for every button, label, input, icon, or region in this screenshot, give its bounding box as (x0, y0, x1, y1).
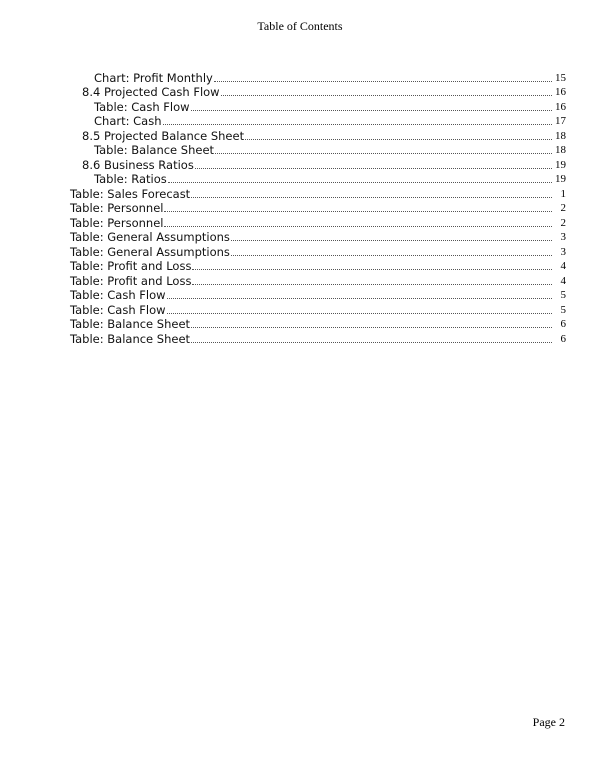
toc-entry-label: Table: Cash Flow (70, 288, 166, 302)
toc-entry[interactable] (70, 201, 566, 216)
toc-entry[interactable] (70, 244, 566, 259)
toc-entry-label: Table: Profit and Loss (70, 259, 192, 273)
toc-entry-page-number: 5 (560, 303, 566, 316)
toc-entry[interactable] (94, 114, 566, 129)
toc-entry[interactable] (70, 331, 566, 346)
toc-dot-leader (214, 81, 552, 82)
toc-entry-label: 8.6 Business Ratios (82, 157, 194, 172)
toc-dot-leader (191, 197, 552, 198)
toc-entry-label: Table: General Assumptions (70, 230, 230, 244)
toc-dot-leader (167, 298, 552, 299)
toc-entry-page-number: 3 (560, 245, 566, 258)
toc-entry-page-number: 6 (560, 318, 566, 330)
toc-entry-label: Table: Cash Flow (94, 99, 190, 114)
toc-entry[interactable] (94, 143, 566, 158)
toc-dot-leader (231, 240, 552, 241)
toc-dot-leader (195, 168, 552, 169)
toc-entry-page-number: 18 (555, 129, 566, 142)
toc-entry-page-number: 5 (560, 289, 566, 301)
toc-entry-page-number: 1 (560, 187, 566, 200)
toc-entry[interactable] (70, 230, 566, 245)
toc-entry-page-number: 19 (555, 158, 566, 171)
toc-entry[interactable] (82, 128, 566, 143)
toc-entry-page-number: 6 (560, 332, 566, 345)
toc-dot-leader (191, 327, 552, 328)
toc-entry-label: Table: Balance Sheet (70, 317, 191, 331)
toc-entry[interactable] (94, 172, 566, 187)
toc-dot-leader (163, 124, 553, 125)
toc-entry[interactable] (70, 186, 566, 201)
toc-entry-label: Table: Ratios (94, 172, 167, 186)
toc-entry-label: Table: Personnel (70, 201, 164, 215)
toc-entry-label: Table: Personnel (70, 215, 164, 230)
toc-entry-page-number: 4 (560, 274, 566, 287)
toc-entry[interactable] (94, 70, 566, 85)
toc-entry-label: Table: Balance Sheet (70, 331, 191, 346)
toc-entry[interactable] (70, 317, 566, 332)
toc-entry-label: 8.4 Projected Cash Flow (82, 85, 220, 99)
toc-entry-page-number: 17 (555, 115, 566, 127)
toc-dot-leader (245, 139, 552, 140)
toc-entry-label: Table: Profit and Loss (70, 273, 192, 288)
page-header-title: Table of Contents (257, 19, 343, 33)
toc-entry-page-number: 3 (560, 231, 566, 243)
toc-entry-page-number: 2 (560, 216, 566, 229)
toc-dot-leader (191, 110, 552, 111)
toc-entry-label: Table: Cash Flow (70, 302, 166, 317)
toc-dot-leader (215, 153, 552, 154)
toc-dot-leader (164, 211, 552, 212)
toc-entry-page-number: 2 (560, 202, 566, 214)
toc-entry-page-number: 18 (555, 144, 566, 156)
toc-entry[interactable] (70, 215, 566, 230)
toc-entry-label: Table: General Assumptions (70, 244, 230, 259)
toc-entry-label: Table: Balance Sheet (94, 143, 215, 157)
toc-dot-leader (221, 95, 552, 96)
toc-entry-page-number: 19 (555, 173, 566, 185)
toc-entry-page-number: 4 (560, 260, 566, 272)
toc-entry[interactable] (70, 259, 566, 274)
toc-dot-leader (191, 342, 552, 343)
toc-entry-label: Chart: Profit Monthly (94, 70, 213, 85)
toc-dot-leader (167, 313, 552, 314)
toc-entry[interactable] (70, 302, 566, 317)
toc-dot-leader (164, 226, 552, 227)
toc-dot-leader (168, 182, 552, 183)
toc-entry[interactable] (82, 157, 566, 172)
toc-dot-leader (192, 284, 552, 285)
toc-entry[interactable] (94, 99, 566, 114)
toc-entry-label: Table: Sales Forecast (70, 186, 191, 201)
page-number: Page 2 (532, 715, 565, 729)
toc-entry[interactable] (82, 85, 566, 100)
toc-entry-label: 8.5 Projected Balance Sheet (82, 128, 245, 143)
toc-entry-page-number: 16 (555, 86, 566, 98)
toc-dot-leader (192, 269, 552, 270)
toc-entry-label: Chart: Cash (94, 114, 162, 128)
toc-entry[interactable] (70, 273, 566, 288)
toc-entry-page-number: 15 (555, 71, 566, 84)
toc-entry[interactable] (70, 288, 566, 303)
toc-dot-leader (231, 255, 552, 256)
toc-entry-page-number: 16 (555, 100, 566, 113)
